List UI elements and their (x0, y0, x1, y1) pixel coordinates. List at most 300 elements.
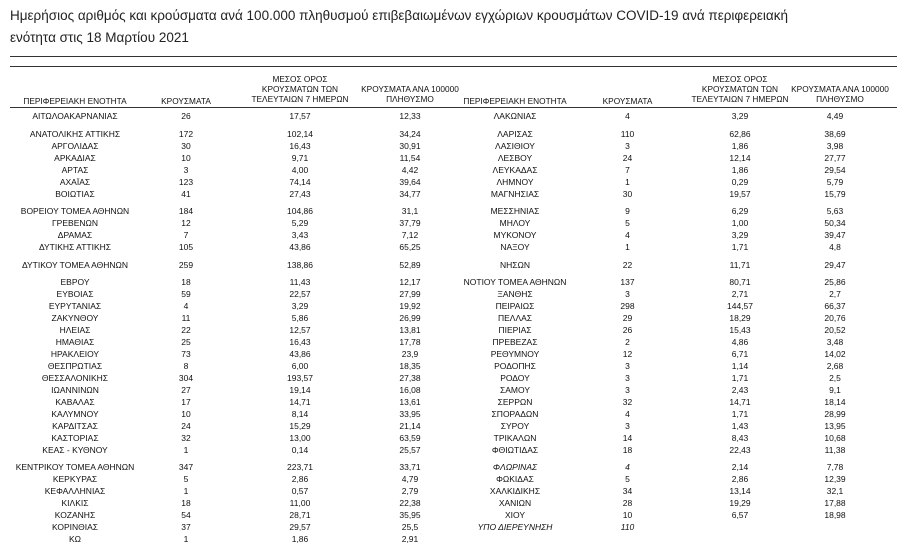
cases-cell: 18 (181, 277, 191, 287)
cases-cell: 105 (178, 242, 194, 252)
region-cell: ΣΕΡΡΩΝ (497, 397, 533, 407)
avg-cell: 138,86 (287, 260, 313, 270)
cases-cell: 1 (183, 486, 189, 496)
header-right-avg-line2: ΚΡΟΥΣΜΑΤΩΝ ΤΩΝ (701, 84, 779, 94)
per-cell: 50,34 (824, 218, 846, 228)
top-rule-2 (10, 66, 897, 67)
cases-cell: 26 (622, 325, 633, 335)
table-row (0, 348, 900, 360)
per-cell: 2,7 (829, 289, 841, 299)
cases-cell: 24 (181, 421, 191, 431)
per-cell: 34,24 (399, 129, 421, 139)
per-cell: 10,68 (824, 433, 846, 443)
title-line-1: Ημερήσιος αριθμός και κρούσματα ανά 100.000 πληθυσμού επιβεβαιωμένων εγχώριων κρουσμάτων COVID-19 ανά περιφερειακή (10, 8, 788, 23)
cases-cell: 4 (625, 111, 630, 121)
region-cell: ΜΗΛΟΥ (499, 218, 531, 228)
title-line-2: ενότητα στις 18 Μαρτίου 2021 (10, 30, 189, 45)
per-cell: 2,68 (826, 361, 844, 371)
per-cell: 19,92 (399, 301, 421, 311)
region-cell: ΖΑΚΥΝΘΟΥ (51, 313, 99, 323)
avg-cell: 144,57 (727, 301, 753, 311)
per-cell: 9,1 (829, 385, 841, 395)
per-cell: 23,9 (401, 349, 419, 359)
avg-cell: 2,43 (731, 385, 749, 395)
region-cell: ΑΝΑΤΟΛΙΚΗΣ ΑΤΤΙΚΗΣ (29, 129, 121, 139)
per-cell: 39,47 (824, 230, 846, 240)
cases-cell: 18 (181, 498, 191, 508)
header-right-avg-line1: ΜΕΣΟΣ ΟΡΟΣ (712, 74, 768, 84)
region-cell: ΔΥΤΙΚΟΥ ΤΟΜΕΑ ΑΘΗΝΩΝ (21, 260, 129, 270)
table-row (0, 140, 900, 152)
region-cell: ΛΗΜΝΟΥ (496, 177, 534, 187)
avg-cell: 19,14 (289, 385, 311, 395)
per-cell: 29,54 (824, 165, 846, 175)
cases-cell: 25 (181, 337, 191, 347)
per-cell: 25,57 (399, 445, 421, 455)
cases-cell: 3 (183, 165, 189, 175)
table-row (0, 384, 900, 396)
cases-cell: 28 (622, 498, 633, 508)
per-cell: 15,79 (824, 189, 846, 199)
cases-cell: 29 (622, 313, 633, 323)
per-cell: 39,64 (399, 177, 421, 187)
region-cell: ΚΑΛΥΜΝΟΥ (51, 409, 99, 419)
region-cell: ΤΡΙΚΑΛΩΝ (493, 433, 537, 443)
region-cell: ΒΟΡΕΙΟΥ ΤΟΜΕΑ ΑΘΗΝΩΝ (20, 206, 130, 216)
avg-cell: 2,14 (731, 462, 749, 472)
avg-cell: 16,43 (289, 141, 311, 151)
table-row (0, 360, 900, 372)
cases-cell: 7 (625, 165, 630, 175)
avg-cell: 6,57 (731, 510, 749, 520)
avg-cell: 8,43 (731, 433, 749, 443)
document-title (10, 5, 890, 49)
region-cell: ΑΡΚΑΔΙΑΣ (54, 153, 96, 163)
per-cell: 5,79 (826, 177, 844, 187)
region-cell: ΕΥΡΥΤΑΝΙΑΣ (48, 301, 102, 311)
cases-cell: 137 (620, 277, 635, 287)
table-row (0, 396, 900, 408)
per-cell: 20,52 (824, 325, 846, 335)
region-cell: ΑΡΤΑΣ (61, 165, 89, 175)
cases-cell: 30 (181, 141, 191, 151)
header-right-avg-line3: ΤΕΛΕΥΤΑΙΩΝ 7 ΗΜΕΡΩΝ (691, 94, 789, 104)
table-row (0, 128, 900, 140)
header-left-avg-line2: ΚΡΟΥΣΜΑΤΩΝ ΤΩΝ (261, 84, 339, 94)
region-cell: ΜΕΣΣΗΝΙΑΣ (490, 206, 540, 216)
per-cell: 38,69 (824, 129, 846, 139)
cases-cell: 5 (625, 474, 630, 484)
header-left-per (355, 84, 465, 104)
table-row (0, 152, 900, 164)
avg-cell: 3,29 (731, 230, 749, 240)
avg-cell: 8,14 (291, 409, 309, 419)
avg-cell: 104,86 (287, 206, 313, 216)
avg-cell: 14,71 (289, 397, 311, 407)
cases-cell: 110 (620, 129, 635, 139)
table-row (0, 312, 900, 324)
per-cell: 34,77 (399, 189, 421, 199)
per-cell: 3,48 (826, 337, 844, 347)
per-cell: 4,8 (829, 242, 841, 252)
table-row (0, 229, 900, 241)
cases-cell: 298 (620, 301, 635, 311)
cases-cell: 22 (622, 260, 633, 270)
per-cell: 63,59 (399, 433, 421, 443)
avg-cell: 5,86 (291, 313, 309, 323)
per-cell: 18,35 (399, 361, 421, 371)
cases-cell: 1 (183, 445, 189, 455)
avg-cell: 3,29 (731, 111, 749, 121)
table-row (0, 110, 900, 122)
per-cell: 3,98 (826, 141, 844, 151)
per-cell: 13,61 (399, 397, 421, 407)
avg-cell: 5,29 (291, 218, 309, 228)
per-cell: 35,95 (399, 510, 421, 520)
region-cell: ΣΠΟΡΑΔΩΝ (491, 409, 539, 419)
avg-cell: 29,57 (289, 522, 311, 532)
region-cell: ΚΩ (68, 534, 82, 544)
cases-cell: 10 (181, 153, 191, 163)
cases-cell: 347 (178, 462, 194, 472)
avg-cell: 3,29 (291, 301, 309, 311)
region-cell: ΗΜΑΘΙΑΣ (55, 337, 95, 347)
table-row (0, 336, 900, 348)
table-row (0, 164, 900, 176)
avg-cell: 1,71 (731, 409, 749, 419)
cases-cell: 10 (622, 510, 633, 520)
region-cell: ΧΑΛΚΙΔΙΚΗΣ (489, 486, 541, 496)
region-cell: ΗΛΕΙΑΣ (59, 325, 91, 335)
region-cell: ΚΑΣΤΟΡΙΑΣ (51, 433, 99, 443)
cases-cell: 17 (181, 397, 191, 407)
avg-cell: 43,86 (289, 349, 311, 359)
region-cell: ΔΡΑΜΑΣ (57, 230, 93, 240)
region-cell: ΦΘΙΩΤΙΔΑΣ (491, 445, 539, 455)
region-cell: ΧΙΟΥ (504, 510, 526, 520)
per-cell: 4,42 (401, 165, 419, 175)
cases-cell: 30 (622, 189, 633, 199)
cases-cell: 1 (625, 242, 630, 252)
region-cell: ΠΙΕΡΙΑΣ (498, 325, 532, 335)
cases-cell: 3 (625, 385, 630, 395)
table-row (0, 533, 900, 545)
region-cell: ΑΙΤΩΛΟΑΚΑΡΝΑΝΙΑΣ (32, 111, 118, 121)
per-cell: 37,79 (399, 218, 421, 228)
table-row (0, 288, 900, 300)
per-cell: 18,14 (824, 397, 846, 407)
per-cell: 27,38 (399, 373, 421, 383)
cases-cell: 5 (183, 474, 189, 484)
avg-cell: 1,71 (731, 242, 749, 252)
region-cell: ΡΟΔΟΠΗΣ (494, 361, 536, 371)
table-row (0, 497, 900, 509)
per-cell: 25,86 (824, 277, 846, 287)
per-cell: 26,99 (399, 313, 421, 323)
region-cell: ΥΠΟ ΔΙΕΡΕΥΝΗΣΗ (477, 522, 553, 532)
avg-cell: 2,86 (291, 474, 309, 484)
table-row (0, 444, 900, 456)
cases-cell: 2 (625, 337, 630, 347)
table-row (0, 372, 900, 384)
cases-cell: 24 (622, 153, 633, 163)
header-left-avg-line1: ΜΕΣΟΣ ΟΡΟΣ (272, 74, 328, 84)
cases-cell: 32 (181, 433, 191, 443)
table-row (0, 205, 900, 217)
cases-cell: 41 (181, 189, 191, 199)
per-cell: 7,78 (826, 462, 844, 472)
region-cell: ΣΥΡΟΥ (500, 421, 530, 431)
per-cell: 28,99 (824, 409, 846, 419)
avg-cell: 16,43 (289, 337, 311, 347)
region-cell: ΚΑΒΑΛΑΣ (55, 397, 95, 407)
header-left-per-line1: ΚΡΟΥΣΜΑΤΑ ΑΝΑ 100000 (361, 84, 459, 94)
cases-cell: 8 (183, 361, 189, 371)
region-cell: ΚΟΖΑΝΗΣ (54, 510, 96, 520)
per-cell: 7,12 (401, 230, 419, 240)
per-cell: 11,38 (824, 445, 846, 455)
cases-cell: 12 (181, 218, 191, 228)
per-cell: 17,88 (824, 498, 846, 508)
avg-cell: 102,14 (287, 129, 313, 139)
table-row (0, 461, 900, 473)
table-row (0, 473, 900, 485)
avg-cell: 1,00 (731, 218, 749, 228)
per-cell: 27,99 (399, 289, 421, 299)
per-cell: 32,1 (826, 486, 844, 496)
avg-cell: 17,57 (289, 111, 311, 121)
per-cell: 22,38 (399, 498, 421, 508)
header-rule (10, 107, 897, 108)
region-cell: ΠΡΕΒΕΖΑΣ (492, 337, 538, 347)
region-cell: ΧΑΝΙΩΝ (498, 498, 532, 508)
region-cell: ΜΥΚΟΝΟΥ (493, 230, 537, 240)
cases-cell: 259 (178, 260, 194, 270)
cases-cell: 4 (625, 409, 630, 419)
avg-cell: 0,29 (731, 177, 749, 187)
avg-cell: 19,29 (729, 498, 751, 508)
cases-cell: 123 (178, 177, 194, 187)
cases-cell: 4 (625, 230, 630, 240)
avg-cell: 9,71 (291, 153, 309, 163)
region-cell: ΠΕΛΛΑΣ (497, 313, 533, 323)
region-cell: ΑΧΑΪΑΣ (59, 177, 91, 187)
cases-cell: 18 (622, 445, 633, 455)
header-right-cases: ΚΡΟΥΣΜΑΤΑ (602, 96, 653, 106)
region-cell: ΚΕΦΑΛΛΗΝΙΑΣ (44, 486, 106, 496)
per-cell: 33,71 (399, 462, 421, 472)
per-cell: 4,49 (826, 111, 844, 121)
avg-cell: 74,14 (289, 177, 311, 187)
table-row (0, 259, 900, 271)
region-cell: ΘΕΣΣΑΛΟΝΙΚΗΣ (41, 373, 109, 383)
region-cell: ΚΕΑΣ - ΚΥΘΝΟΥ (42, 445, 108, 455)
region-cell: ΕΒΡΟΥ (60, 277, 90, 287)
region-cell: ΚΟΡΙΝΘΙΑΣ (51, 522, 99, 532)
cases-cell: 4 (625, 462, 630, 472)
table-row (0, 188, 900, 200)
avg-cell: 1,86 (731, 141, 749, 151)
cases-cell: 14 (622, 433, 633, 443)
region-cell: ΚΕΡΚΥΡΑΣ (52, 474, 98, 484)
region-cell: ΝΑΞΟΥ (500, 242, 530, 252)
avg-cell: 6,00 (291, 361, 309, 371)
cases-cell: 3 (625, 361, 630, 371)
per-cell: 20,76 (824, 313, 846, 323)
table-row (0, 276, 900, 288)
region-cell: ΛΕΥΚΑΔΑΣ (492, 165, 538, 175)
table-row (0, 432, 900, 444)
region-cell: ΦΩΚΙΔΑΣ (496, 474, 534, 484)
per-cell: 29,47 (824, 260, 846, 270)
avg-cell: 13,00 (289, 433, 311, 443)
per-cell: 11,54 (399, 153, 421, 163)
cases-cell: 184 (178, 206, 194, 216)
table-row (0, 408, 900, 420)
table-row (0, 176, 900, 188)
per-cell: 14,02 (824, 349, 846, 359)
region-cell: ΚΕΝΤΡΙΚΟΥ ΤΟΜΕΑ ΑΘΗΝΩΝ (15, 462, 135, 472)
region-cell: ΒΟΙΩΤΙΑΣ (55, 189, 95, 199)
cases-cell: 5 (625, 218, 630, 228)
region-cell: ΑΡΓΟΛΙΔΑΣ (51, 141, 99, 151)
avg-cell: 6,29 (731, 206, 749, 216)
region-cell: ΘΕΣΠΡΩΤΙΑΣ (47, 361, 103, 371)
cases-cell: 3 (625, 141, 630, 151)
avg-cell: 13,14 (729, 486, 751, 496)
region-cell: ΚΑΡΔΙΤΣΑΣ (52, 421, 98, 431)
avg-cell: 15,43 (729, 325, 751, 335)
cases-cell: 3 (625, 421, 630, 431)
avg-cell: 22,57 (289, 289, 311, 299)
avg-cell: 1,71 (731, 373, 749, 383)
avg-cell: 1,43 (731, 421, 749, 431)
table-row (0, 217, 900, 229)
avg-cell: 18,29 (729, 313, 751, 323)
table-row (0, 485, 900, 497)
region-cell: ΗΡΑΚΛΕΙΟΥ (50, 349, 100, 359)
header-left-avg-line3: ΤΕΛΕΥΤΑΙΩΝ 7 ΗΜΕΡΩΝ (251, 94, 349, 104)
per-cell: 18,98 (824, 510, 846, 520)
avg-cell: 43,86 (289, 242, 311, 252)
header-right-per-line2: ΠΛΗΘΥΣΜΟ (816, 94, 864, 104)
per-cell: 2,79 (401, 486, 419, 496)
per-cell: 12,17 (399, 277, 421, 287)
per-cell: 4,79 (401, 474, 419, 484)
cases-cell: 54 (181, 510, 191, 520)
table-row (0, 420, 900, 432)
per-cell: 31,1 (401, 206, 419, 216)
per-cell: 52,89 (399, 260, 421, 270)
region-cell: ΛΕΣΒΟΥ (497, 153, 533, 163)
cases-cell: 110 (620, 522, 635, 532)
per-cell: 25,5 (401, 522, 419, 532)
avg-cell: 11,71 (729, 260, 751, 270)
per-cell: 21,14 (399, 421, 421, 431)
per-cell: 33,95 (399, 409, 421, 419)
avg-cell: 12,57 (289, 325, 311, 335)
cases-cell: 32 (622, 397, 633, 407)
avg-cell: 27,43 (289, 189, 311, 199)
cases-cell: 26 (181, 111, 191, 121)
region-cell: ΦΛΩΡΙΝΑΣ (492, 462, 538, 472)
avg-cell: 6,71 (731, 349, 749, 359)
per-cell: 12,33 (399, 111, 421, 121)
cases-cell: 1 (625, 177, 630, 187)
table-row (0, 324, 900, 336)
cases-cell: 9 (625, 206, 630, 216)
per-cell: 65,25 (399, 242, 421, 252)
avg-cell: 80,71 (729, 277, 751, 287)
avg-cell: 3,43 (291, 230, 309, 240)
avg-cell: 11,00 (289, 498, 311, 508)
avg-cell: 28,71 (289, 510, 311, 520)
top-rule (10, 56, 897, 57)
region-cell: ΞΑΝΘΗΣ (497, 289, 533, 299)
cases-cell: 4 (183, 301, 189, 311)
per-cell: 2,5 (829, 373, 841, 383)
header-right-avg (680, 74, 800, 104)
avg-cell: 15,29 (289, 421, 311, 431)
avg-cell: 0,57 (291, 486, 309, 496)
cases-cell: 73 (181, 349, 191, 359)
cases-cell: 1 (183, 534, 189, 544)
cases-cell: 304 (178, 373, 194, 383)
region-cell: ΛΑΣΙΘΙΟΥ (495, 141, 535, 151)
per-cell: 66,37 (824, 301, 846, 311)
header-left-cases: ΚΡΟΥΣΜΑΤΑ (161, 96, 211, 106)
table-row (0, 509, 900, 521)
avg-cell: 4,00 (291, 165, 309, 175)
avg-cell: 2,86 (731, 474, 749, 484)
region-cell: ΡΟΔΟΥ (500, 373, 530, 383)
region-cell: ΛΑΚΩΝΙΑΣ (493, 111, 537, 121)
region-cell: ΝΗΣΩΝ (499, 260, 531, 270)
region-cell: ΡΕΘΥΜΝΟΥ (490, 349, 540, 359)
per-cell: 13,81 (399, 325, 421, 335)
header-left-region: ΠΕΡΙΦΕΡΕΙΑΚΗ ΕΝΟΤΗΤΑ (23, 96, 127, 106)
per-cell: 2,91 (401, 534, 419, 544)
avg-cell: 62,86 (729, 129, 751, 139)
cases-cell: 3 (625, 289, 630, 299)
region-cell: ΓΡΕΒΕΝΩΝ (52, 218, 98, 228)
avg-cell: 1,14 (731, 361, 749, 371)
avg-cell: 193,57 (287, 373, 313, 383)
per-cell: 30,91 (399, 141, 421, 151)
per-cell: 17,78 (399, 337, 421, 347)
cases-cell: 172 (178, 129, 194, 139)
avg-cell: 12,14 (729, 153, 751, 163)
header-left-per-line2: ΠΛΗΘΥΣΜΟ (386, 94, 434, 104)
cases-cell: 37 (181, 522, 191, 532)
avg-cell: 1,86 (291, 534, 309, 544)
region-cell: ΝΟΤΙΟΥ ΤΟΜΕΑ ΑΘΗΝΩΝ (463, 277, 567, 287)
cases-cell: 12 (622, 349, 633, 359)
cases-cell: 11 (181, 313, 191, 323)
cases-cell: 34 (622, 486, 633, 496)
per-cell: 16,08 (399, 385, 421, 395)
cases-cell: 7 (183, 230, 189, 240)
avg-cell: 223,71 (287, 462, 313, 472)
region-cell: ΕΥΒΟΙΑΣ (56, 289, 94, 299)
avg-cell: 11,43 (289, 277, 311, 287)
cases-cell: 10 (181, 409, 191, 419)
avg-cell: 4,86 (731, 337, 749, 347)
header-right-region: ΠΕΡΙΦΕΡΕΙΑΚΗ ΕΝΟΤΗΤΑ (463, 96, 567, 106)
avg-cell: 19,57 (729, 189, 751, 199)
per-cell: 5,63 (826, 206, 844, 216)
region-cell: ΙΩΑΝΝΙΝΩΝ (51, 385, 99, 395)
